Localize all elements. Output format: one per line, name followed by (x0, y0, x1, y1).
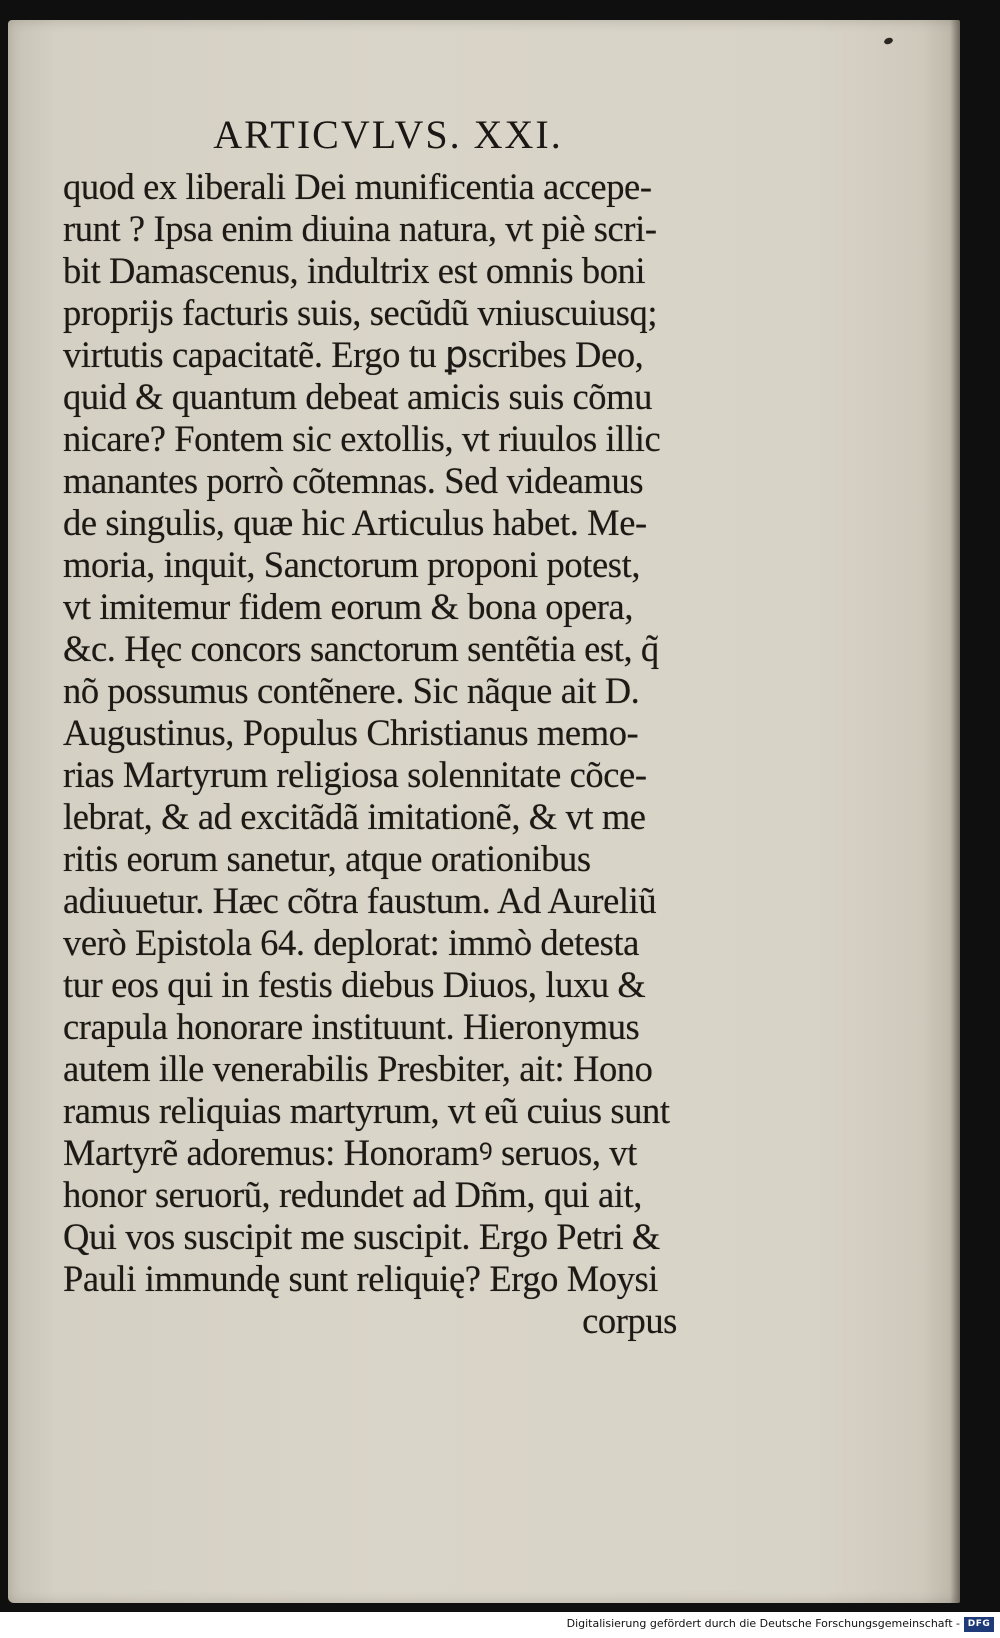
text-line: nõ possumus contẽnere. Sic nãque ait D. (63, 670, 640, 711)
text-line: vt imitemur fidem eorum & bona opera, (63, 586, 634, 627)
text-line: autem ille venerabilis Presbiter, ait: Hono (63, 1048, 653, 1089)
text-line: nicare? Fontem sic extollis, vt riuulos illic (63, 418, 661, 459)
dfg-logo-icon: DFG (964, 1617, 994, 1632)
ink-spot (883, 37, 894, 46)
text-line: crapula honorare instituunt. Hieronymus (63, 1006, 640, 1047)
text-line: honor seruorũ, redundet ad Dñm, qui ait, (63, 1174, 643, 1215)
text-line: adiuuetur. Hæc cõtra faustum. Ad Aureliũ (63, 880, 657, 921)
text-line: rias Martyrum religiosa solennitate cõce- (63, 754, 647, 795)
text-line: bit Damascenus, indultrix est omnis boni (63, 250, 646, 291)
text-line: quid & quantum debeat amicis suis cõmu (63, 376, 652, 417)
text-line: ramus reliquias martyrum, vt eũ cuius sunt (63, 1090, 670, 1131)
footer-credit: Digitalisierung gefördert durch die Deutsche Forschungsgemeinschaft - (566, 1617, 960, 1630)
text-line: quod ex liberali Dei munificentia accepe- (63, 166, 652, 207)
text-line: moria, inquit, Sanctorum proponi potest, (63, 544, 641, 585)
text-line: lebrat, & ad excitãdã imitationẽ, & vt me (63, 796, 646, 837)
text-line: manantes porrò cõtemnas. Sed videamus (63, 460, 644, 501)
text-line: tur eos qui in festis diebus Diuos, luxu & (63, 964, 646, 1005)
text-line: de singulis, quæ hic Articulus habet. Me- (63, 502, 647, 543)
running-head: ARTICVLVS. XXI. (213, 112, 563, 157)
text-line: virtutis capacitatẽ. Ergo tu ꝑscribes Deo, (63, 334, 644, 375)
footer-bar (0, 1612, 1000, 1638)
text-line: proprijs facturis suis, secũdũ vniuscuiusq; (63, 292, 658, 333)
text-line: ritis eorum sanetur, atque orationibus (63, 838, 591, 879)
text-line: runt ? Ipsa enim diuina natura, vt piè scri- (63, 208, 657, 249)
text-line: Pauli immundę sunt reliquię? Ergo Moysi (63, 1258, 659, 1299)
book-page (8, 20, 960, 1603)
text-block (63, 108, 683, 1342)
text-line: Martyrẽ adoremus: Honoramꝰ seruos, vt (63, 1132, 637, 1173)
text-line: verò Epistola 64. deplorat: immò detesta (63, 922, 639, 963)
text-line: &c. Hęc concors sanctorum sentẽtia est, q̃ (63, 628, 659, 669)
text-line: Augustinus, Populus Christianus memo- (63, 712, 639, 753)
catchword: corpus (582, 1300, 677, 1341)
text-line: Qui vos suscipit me suscipit. Ergo Petri & (63, 1216, 660, 1257)
